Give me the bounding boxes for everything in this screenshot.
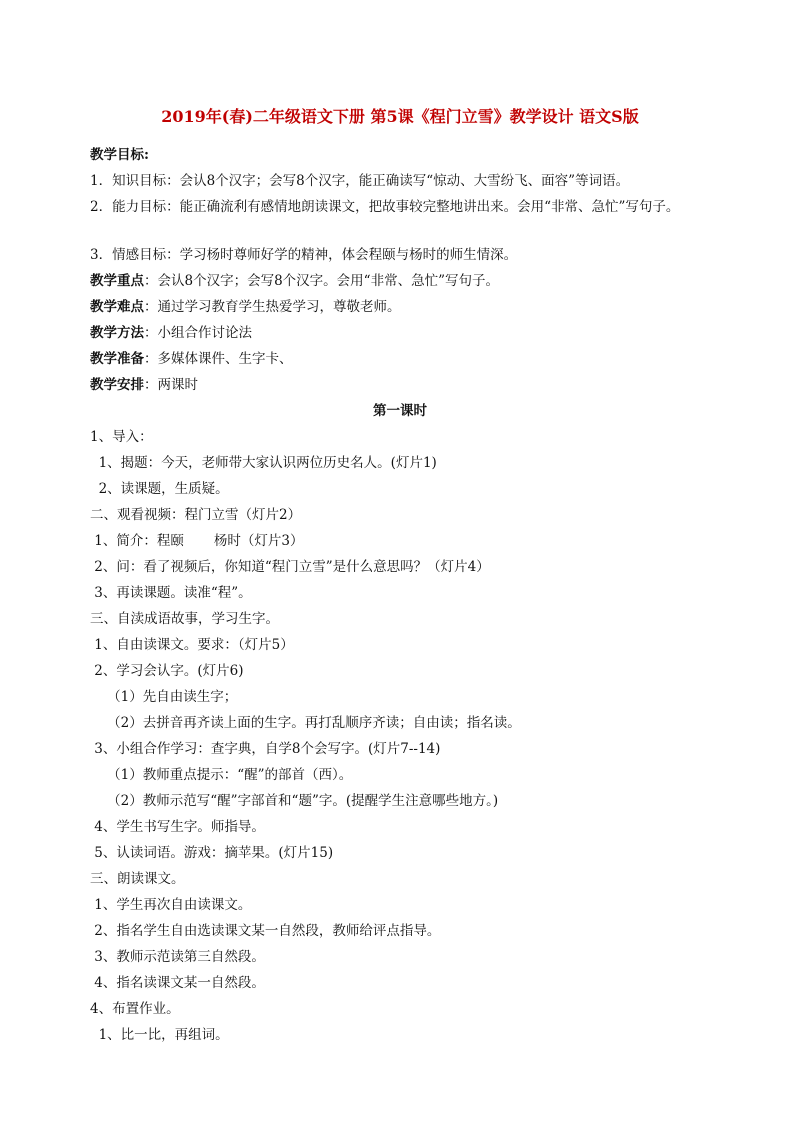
preparation-label: 教学准备	[90, 351, 144, 367]
body-line: 4、学生书写生字。师指导。	[90, 819, 265, 835]
body-line: 1、揭题：今天，老师带大家认识两位历史名人。(灯片1)	[90, 455, 437, 471]
body-line: 3、小组合作学习：查字典，自学8个会写字。(灯片7--14)	[90, 741, 441, 757]
difficulties-row	[90, 298, 401, 316]
body-line: 3、教师示范读第三自然段。	[90, 949, 265, 965]
body-line: 2、指名学生自由选读课文某一自然段，教师给评点指导。	[90, 923, 441, 939]
body-line: 4、布置作业。	[90, 1001, 180, 1017]
goal-ability: 2．能力目标：能正确流利有感情地朗读课文，把故事较完整地讲出来。会用“非常、急忙”写句子。	[90, 199, 680, 215]
goal-knowledge: 1．知识目标：会认8个汉字；会写8个汉字，能正确读写“惊动、大雪纷飞、面容”等词语。	[90, 173, 630, 189]
goals-heading: 教学目标:	[90, 147, 149, 163]
body-line: 2、学习会认字。(灯片6)	[90, 663, 244, 679]
body-line: 2、问：看了视频后，你知道“程门立雪”是什么意思吗？（灯片4）	[90, 559, 490, 575]
body-line: 1、导入：	[90, 429, 153, 445]
body-line: （1）教师重点提示：“醒”的部首（西）。	[90, 767, 353, 783]
schedule-row	[90, 376, 198, 394]
body-line: 4、指名读课文某一自然段。	[90, 975, 265, 991]
body-line: 3、再读课题。读准“程”。	[90, 585, 252, 601]
methods-label: 教学方法	[90, 325, 144, 341]
schedule-label: 教学安排	[90, 377, 144, 393]
body-line: 1、自由读课文。要求：（灯片5）	[90, 637, 294, 653]
body-line: 1、简介：程颐 杨时（灯片3）	[90, 533, 304, 549]
difficulties-text: ：通过学习教育学生热爱学习，尊敬老师。	[144, 299, 401, 315]
schedule-text: ：两课时	[144, 377, 198, 393]
body-line: （2）教师示范写“醒”字部首和“题”字。(提醒学生注意哪些地方。)	[90, 793, 499, 809]
body-line: 三、自渎成语故事，学习生字。	[90, 611, 279, 627]
methods-row	[90, 324, 252, 342]
key-points-row	[90, 272, 499, 290]
body-line: 5、认读词语。游戏：摘苹果。(灯片15)	[90, 845, 334, 861]
body-line: （2）去拼音再齐读上面的生字。再打乱顺序齐读；自由读；指名读。	[90, 715, 521, 731]
key-points-text: ：会认8个汉字；会写8个汉字。会用“非常、急忙”写句子。	[144, 273, 499, 289]
body-line: 2、读课题，生质疑。	[90, 481, 229, 497]
body-line: 1、比一比，再组词。	[90, 1027, 229, 1043]
document-title: 2019年(春)二年级语文下册 第5课《程门立雪》教学设计 语文S版	[161, 107, 639, 126]
goal-emotion: 3．情感目标：学习杨时尊师好学的精神，体会程颐与杨时的师生情深。	[90, 247, 518, 263]
body-line: 1、学生再次自由读课文。	[90, 897, 252, 913]
preparation-row	[90, 350, 293, 368]
body-line: （1）先自由读生字；	[90, 689, 238, 705]
methods-text: ：小组合作讨论法	[144, 325, 252, 341]
body-line: 三、朗读课文。	[90, 871, 185, 887]
body-line: 二、观看视频：程门立雪（灯片2）	[90, 507, 302, 523]
lesson-heading: 第一课时	[373, 403, 427, 419]
preparation-text: ：多媒体课件、生字卡、	[144, 351, 293, 367]
key-points-label: 教学重点	[90, 273, 144, 289]
difficulties-label: 教学难点	[90, 299, 144, 315]
